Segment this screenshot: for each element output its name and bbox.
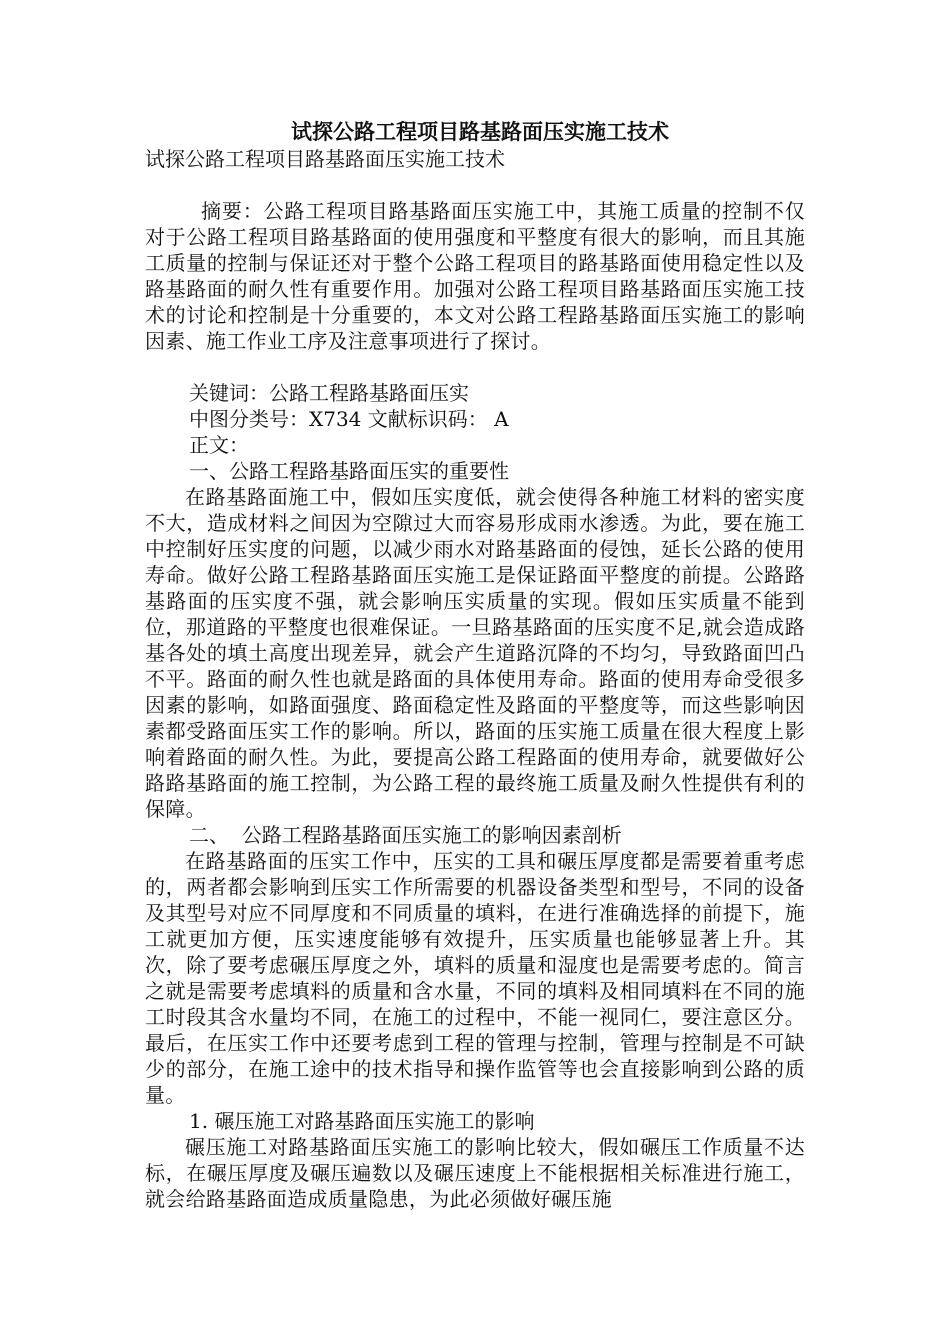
document-subtitle: 试探公路工程项目路基路面压实施工技术 [145,147,505,171]
section-1-paragraph: 在路基路面施工中，假如压实度低，就会使得各种施工材料的密实度不大，造成材料之间因为空隙过大而容易形成雨水渗透。为此，要在施工中控制好压实度的问题，以减少雨水对路基路面的侵蚀，延长公路的使用寿命。做好公路工程路基路面压实施工是保证路面平整度的前提。公路路基路面的压实度不强，就会影响压实质量的实现。假如压实质量不能到位，那道路的平整度也很难保证。一旦路基路面的压实度不足,就会造成路基各处的填土高度出现差异，就会产生道路沉降的不均匀，导致路面凹凸不平。路面的耐久性也就是路面的具体使用寿命。路面的使用寿命受很多因素的影响，如路面强度、路面稳定性及路面的平整度等，而这些影响因素都受路面压实工作的影响。所以，路面的压实施工质量在很大程度上影响着路面的耐久性。为此，要提高公路工程路面的使用寿命，就要做好公路路基路面的施工控制，为公路工程的最终施工质量及耐久性提供有利的保障。 [145,485,805,821]
document-page [145,118,805,1212]
blank-line [145,354,805,380]
classification-line: 中图分类号：X734 文献标识码： A [189,407,509,431]
body-label: 正文： [189,433,249,457]
section-2-heading: 二、 公路工程路基路面压实施工的影响因素剖析 [189,823,622,847]
abstract-paragraph: 摘要：公路工程项目路基路面压实施工中，其施工质量的控制不仅对于公路工程项目路基路面的使用强度和平整度有很大的影响，而且其施工质量的控制与保证还对于整个公路工程项目的路基路面使用稳定性以及路基路面的耐久性有重要作用。加强对公路工程项目路基路面压实施工技术的讨论和控制是十分重要的，本文对公路工程路基路面压实施工的影响因素、施工作业工序及注意事项进行了探讨。 [145,199,805,353]
section-2-paragraph: 在路基路面的压实工作中，压实的工具和碾压厚度都是需要着重考虑的，两者都会影响到压实工作所需要的机器设备类型和型号，不同的设备及其型号对应不同厚度和不同质量的填料，在进行准确选择的前提下，施工就更加方便，压实速度能够有效提升，压实质量也能够显著上升。其次，除了要考虑碾压厚度之外，填料的质量和湿度也是需要考虑的。简言之就是需要考虑填料的质量和含水量，不同的填料及相同填料在不同的施工时段其含水量均不同，在施工的过程中，不能一视同仁，要注意区分。最后，在压实工作中还要考虑到工程的管理与控制，管理与控制是不可缺少的部分，在施工途中的技术指导和操作监管等也会直接影响到公路的质量。 [145,849,805,1107]
subsection-1-paragraph: 碾压施工对路基路面压实施工的影响比较大，假如碾压工作质量不达标，在碾压厚度及碾压遍数以及碾压速度上不能根据相关标准进行施工，就会给路基路面造成质量隐患，为此必须做好碾压施 [145,1135,805,1211]
blank-line [145,172,805,198]
subsection-1-heading: 1. 碾压施工对路基路面压实施工的影响 [189,1109,535,1133]
section-1-heading: 一、公路工程路基路面压实的重要性 [189,459,509,483]
keywords-line: 关键词：公路工程路基路面压实 [189,381,469,405]
document-title: 试探公路工程项目路基路面压实施工技术 [291,119,669,144]
